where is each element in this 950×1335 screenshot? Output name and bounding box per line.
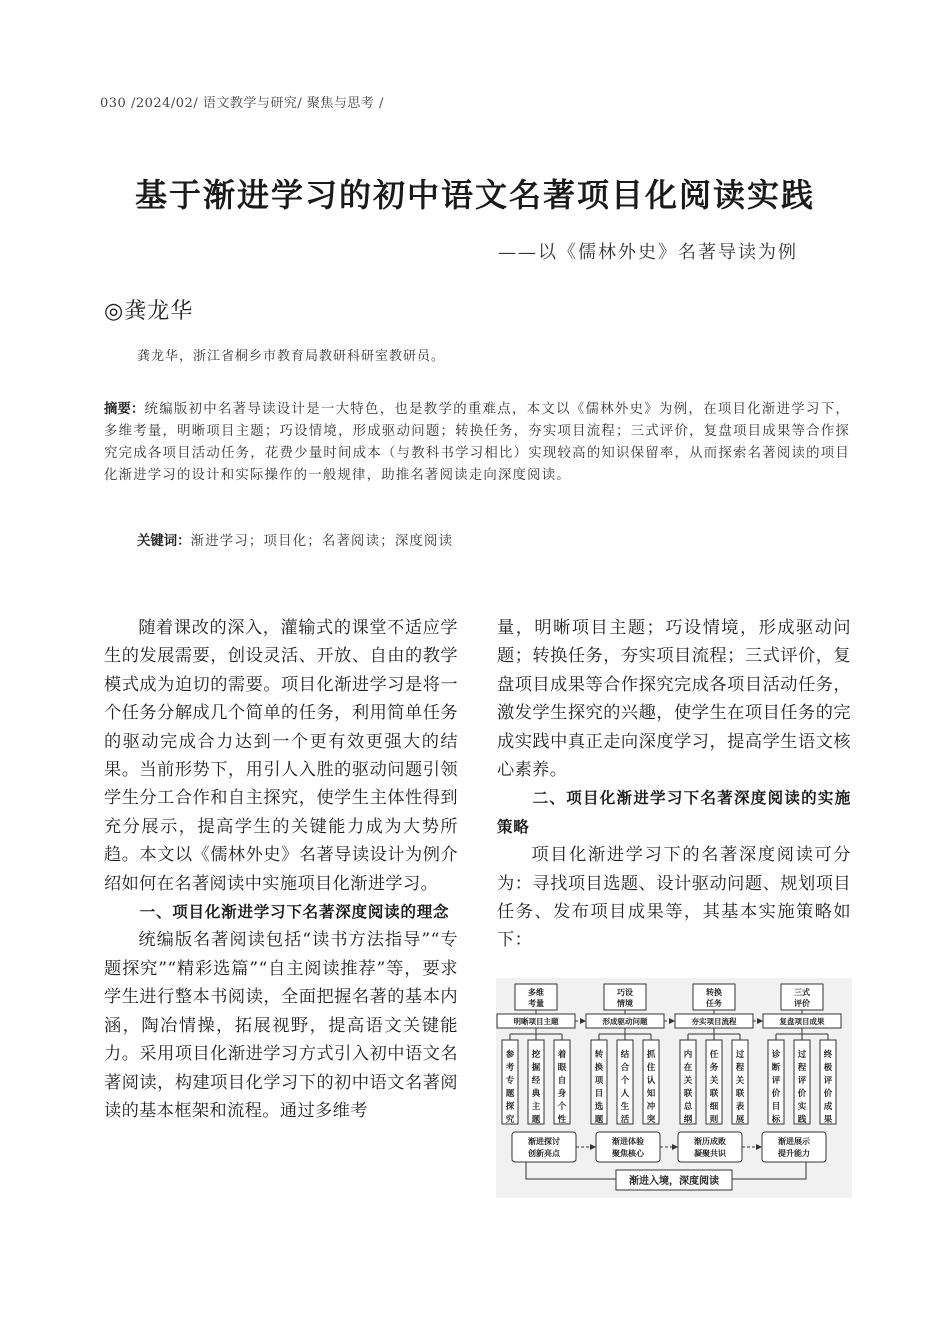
bracket-line (526, 1162, 616, 1179)
item-char: 身 (557, 1089, 567, 1099)
item-char: 生 (620, 1102, 630, 1112)
item-char: 活 (620, 1115, 630, 1125)
item-char: 评 (771, 1076, 781, 1086)
keywords-text: 渐进学习；项目化；名著阅读；深度阅读 (190, 534, 454, 549)
item-char: 关 (735, 1076, 745, 1086)
item-char: 结 (620, 1050, 630, 1060)
item-char: 联 (735, 1089, 745, 1099)
section-heading: 一、项目化渐进学习下名著深度阅读的理念 (139, 903, 450, 922)
item-char: 题 (505, 1089, 515, 1099)
outcome-label: 渐进展示 (778, 1137, 810, 1146)
item-char: 目 (594, 1089, 604, 1099)
item-char: 换 (594, 1063, 604, 1073)
top-label-line: 考量 (528, 999, 544, 1008)
item-char: 过 (735, 1050, 745, 1060)
item-char: 任 (709, 1050, 719, 1060)
item-char: 项 (594, 1076, 604, 1086)
top-label-line: 三式 (794, 988, 810, 997)
outcome-label: 聚焦核心 (612, 1149, 644, 1158)
outcome-label: 提升能力 (778, 1149, 810, 1158)
item-char: 实 (797, 1102, 807, 1112)
author-name: ◎龚龙华 (104, 299, 194, 324)
item-char: 个 (557, 1102, 567, 1112)
item-char: 性 (557, 1115, 567, 1125)
item-char: 认 (646, 1076, 656, 1086)
item-char: 展 (735, 1115, 745, 1125)
keywords-label: 关键词： (137, 534, 191, 549)
framework-figure (496, 978, 852, 1198)
item-char: 表 (735, 1102, 745, 1112)
body-paragraph: 随着课改的深入，灌输式的课堂不适应学生的发展需要，创设灵活、开放、自由的教学模式成为迫切的需要。项目化渐进学习是将一个任务分解成几个简单的任务，利用简单任务的驱动完成合力达到一个更有效更强大的结果。当前形势下，用引人入胜的驱动问题引领学生分工合作和自主探究，使学生主体性得到充分展示，提高学生的关键能力成为大势所趋。本文以《儒林外史》名著导读设计为例介绍如何在名著阅读中实施项目化渐进学习。 (104, 618, 458, 894)
right-column (497, 614, 851, 955)
item-char: 住 (646, 1063, 656, 1073)
item-char: 眼 (557, 1063, 567, 1073)
item-char: 纲 (683, 1115, 693, 1125)
item-char: 价 (823, 1089, 833, 1099)
item-char: 典 (531, 1089, 541, 1099)
abstract-text: 统编版初中名著导读设计是一大特色，也是教学的重难点，本文以《儒林外史》为例，在项目化渐进学习下，多维考量，明晰项目主题；巧设情境，形成驱动问题；转换任务，夯实项目流程；三式评价，复盘项目成果等合作探究完成各项目活动任务，花费少量时间成本（与教科书学习相比）实现较高的知识保留率，从而探索名著阅读的项目化渐进学习的设计和实际操作的一般规律，助推名著阅读走向深度阅读。 (104, 402, 850, 483)
item-char: 总 (683, 1102, 693, 1112)
item-char: 评 (823, 1076, 833, 1086)
item-char: 极 (823, 1063, 833, 1073)
item-char: 题 (594, 1115, 604, 1125)
item-char: 个 (620, 1076, 630, 1086)
keywords (137, 530, 453, 549)
item-char: 践 (797, 1115, 807, 1125)
top-label-line: 转换 (706, 988, 722, 997)
item-char: 程 (797, 1063, 807, 1073)
section-heading: 二、项目化渐进学习下名著深度阅读的实施策略 (497, 789, 851, 836)
outcome-label: 渐进探讨 (528, 1137, 560, 1146)
item-char: 考 (505, 1063, 515, 1073)
left-column (104, 614, 458, 1125)
item-char: 转 (594, 1050, 604, 1060)
item-char: 人 (620, 1089, 630, 1099)
item-char: 过 (797, 1050, 807, 1060)
body-paragraph: 统编版名著阅读包括“读书方法指导”“专题探究”“精彩选篇”“自主阅读推荐”等，要求学生进行整本书阅读，全面把握名著的基本内涵，陶冶情操，拓展视野，提高语文关键能力。采用项目化渐进学习方式引入初中语文名著阅读，构建项目化学习下的初中语文名著阅读的基本框架和流程。通过多维考 (104, 930, 458, 1121)
item-char: 断 (771, 1063, 781, 1073)
conclusion-label: 渐进入境，深度阅读 (629, 1176, 719, 1187)
top-label-line: 情境 (617, 999, 633, 1008)
item-char: 主 (531, 1102, 541, 1112)
item-char: 内 (683, 1050, 693, 1060)
item-char: 诊 (771, 1050, 781, 1060)
item-char: 挖 (531, 1050, 541, 1060)
framework-diagram (496, 978, 852, 1198)
top-label-line: 多维 (528, 988, 544, 997)
item-char: 参 (505, 1050, 515, 1060)
outcome-label: 创新亮点 (528, 1149, 560, 1158)
item-char: 着 (557, 1050, 567, 1060)
item-char: 成 (823, 1102, 833, 1112)
body-paragraph-continued: 量，明晰项目主题；巧设情境，形成驱动问题；转换任务，夯实项目流程；三式评价，复盘项目成果等合作探究完成各项目活动任务，激发学生探究的兴趣，使学生在项目任务的完成实践中真正走向深度学习，提高学生语文核心素养。 (497, 618, 851, 781)
item-char: 题 (531, 1115, 541, 1125)
item-char: 价 (771, 1089, 781, 1099)
outcome-label: 凝聚共识 (694, 1149, 726, 1158)
body-paragraph: 项目化渐进学习下的名著深度阅读可分为：寻找项目选题、设计驱动问题、规划项目任务、发布项目成果等，其基本实施策略如下： (497, 845, 851, 951)
item-char: 冲 (646, 1102, 656, 1112)
item-char: 评 (797, 1076, 807, 1086)
item-char: 细 (709, 1102, 719, 1112)
author-bio: 龚龙华，浙江省桐乡市教育局教研科研室教研员。 (137, 349, 446, 364)
item-char: 抓 (646, 1050, 656, 1060)
item-char: 选 (594, 1102, 604, 1112)
item-char: 关 (709, 1076, 719, 1086)
running-header: 030 /2024/02/ 语文教学与研究/ 聚焦与思考 / (100, 96, 384, 111)
item-char: 目 (771, 1102, 781, 1112)
outcome-label: 渐进体验 (612, 1137, 644, 1146)
item-char: 自 (557, 1076, 567, 1086)
top-label-line: 评价 (794, 999, 810, 1008)
item-char: 知 (646, 1089, 656, 1099)
article-title: 基于渐进学习的初中语文名著项目化阅读实践 (134, 176, 815, 214)
item-char: 合 (620, 1063, 630, 1073)
item-char: 程 (735, 1063, 745, 1073)
stage-label: 形成驱动问题 (602, 1017, 648, 1026)
item-char: 标 (771, 1115, 781, 1125)
item-char: 联 (709, 1089, 719, 1099)
top-label-line: 巧设 (617, 988, 633, 997)
item-char: 究 (505, 1115, 515, 1125)
item-char: 探 (505, 1102, 515, 1112)
item-char: 则 (709, 1115, 719, 1125)
stage-label: 明晰项目主题 (513, 1017, 559, 1026)
item-char: 在 (683, 1063, 693, 1073)
abstract (104, 399, 850, 487)
item-char: 突 (646, 1115, 656, 1125)
article-subtitle: ——以《儒林外史》名著导读为例 (498, 242, 798, 263)
item-char: 经 (531, 1076, 541, 1086)
item-char: 关 (683, 1076, 693, 1086)
item-char: 专 (505, 1076, 515, 1086)
outcome-label: 渐历成败 (694, 1137, 726, 1146)
bracket-line (732, 1162, 806, 1179)
item-char: 价 (797, 1089, 807, 1099)
item-char: 掘 (531, 1063, 541, 1073)
item-char: 联 (683, 1089, 693, 1099)
top-label-line: 任务 (706, 999, 722, 1008)
item-char: 终 (823, 1050, 833, 1060)
stage-label: 夯实项目流程 (691, 1017, 737, 1026)
stage-label: 复盘项目成果 (779, 1017, 825, 1026)
item-char: 务 (709, 1063, 719, 1073)
item-char: 果 (823, 1115, 833, 1125)
abstract-label: 摘要： (104, 402, 145, 417)
